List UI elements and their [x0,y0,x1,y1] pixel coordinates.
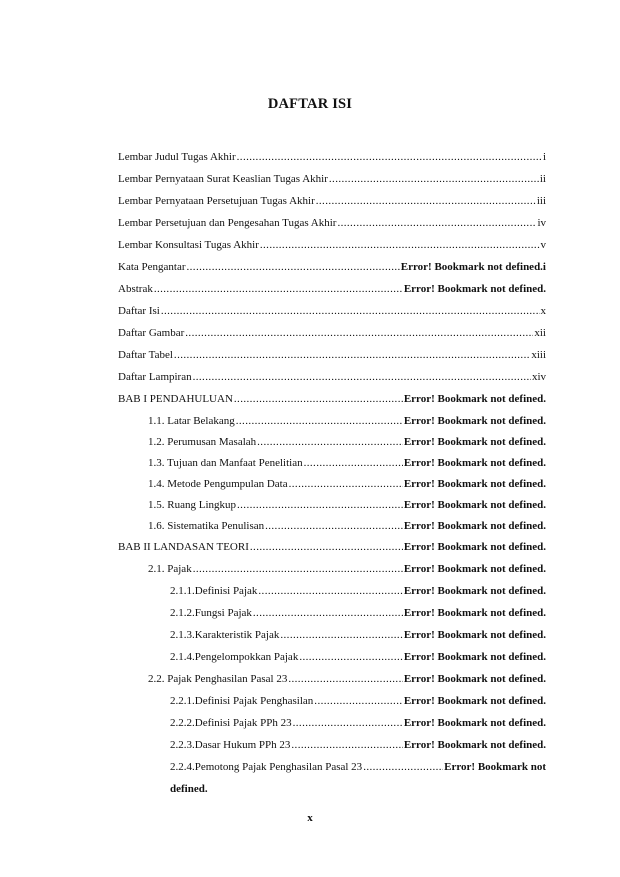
toc-entry-label: 2.2.2.Definisi Pajak PPh 23 [170,717,292,729]
toc-leader-dots [193,370,531,384]
toc-leader-dots [253,606,403,620]
toc-leader-dots [265,519,403,533]
toc-entry[interactable] [170,650,546,664]
toc-entry-label: BAB II LANDASAN TEORI [118,541,249,553]
toc-leader-dots [260,238,540,252]
toc-entry-label: 1.1. Latar Belakang [148,415,235,427]
toc-entry-page: iv [537,217,546,229]
toc-leader-dots [316,194,536,208]
toc-entry-page: Error! Bookmark not defined. [403,629,546,641]
toc-entry-label: 1.2. Perumusan Masalah [148,436,257,448]
page-title: DAFTAR ISI [267,96,353,112]
toc-leader-dots [257,435,403,449]
toc-leader-dots [237,150,542,164]
toc-leader-dots [293,716,403,730]
toc-entry-page: Error! Bookmark not defined. [403,520,546,532]
toc-leader-dots [187,260,400,274]
toc-entry-page: x [540,305,546,317]
toc-entry-label: Lembar Konsultasi Tugas Akhir [118,239,259,251]
toc-entry[interactable] [118,194,546,208]
toc-entry-label: 2.2.1.Definisi Pajak Penghasilan [170,695,314,707]
toc-entry-page: Error! Bookmark not defined. [403,673,546,685]
toc-entry-label: Lembar Pernyataan Surat Keaslian Tugas Akhir [118,173,328,185]
toc-leader-dots [258,584,402,598]
toc-leader-dots [304,456,403,470]
toc-entry-label: 2.1.4.Pengelompokkan Pajak [170,651,299,663]
toc-entry-page: v [540,239,546,251]
toc-entry[interactable] [148,456,546,470]
toc-leader-dots [236,414,403,428]
toc-leader-dots [337,216,536,230]
toc-entry[interactable] [118,260,546,274]
toc-leader-dots [250,540,403,554]
toc-entry-label: 2.1.3.Karakteristik Pajak [170,629,280,641]
toc-entry-page: Error! Bookmark not defined. [403,739,546,751]
toc-leader-dots [291,738,402,752]
toc-entry[interactable] [118,392,546,406]
toc-entry-label: Kata Pengantar [118,261,186,273]
toc-entry-page: i [542,151,546,163]
toc-entry-page: Error! Bookmark not defined. [403,393,546,405]
toc-entry[interactable] [118,282,546,296]
toc-entry[interactable] [118,304,546,318]
toc-entry[interactable] [118,370,546,384]
toc-entry-page: Error! Bookmark not defined. [403,436,546,448]
toc-entry[interactable] [148,562,546,576]
toc-entry[interactable] [148,414,546,428]
toc-entry-label: Daftar Lampiran [118,371,192,383]
toc-leader-dots [234,392,403,406]
toc-entry-page: Error! Bookmark not defined. [403,607,546,619]
toc-leader-dots [185,326,533,340]
toc-leader-dots [289,477,403,491]
toc-leader-dots [280,628,402,642]
toc-entry[interactable] [118,172,546,186]
toc-entry-page: ii [539,173,546,185]
toc-entry-page: Error! Bookmark not defined. [403,563,546,575]
toc-entry[interactable] [170,694,546,708]
toc-entry-label: 2.1. Pajak [148,563,192,575]
toc-entry-label: Lembar Pernyataan Persetujuan Tugas Akhir [118,195,315,207]
toc-entry-wrap: defined. [170,783,208,795]
toc-leader-dots [314,694,403,708]
toc-entry[interactable] [118,150,546,164]
toc-leader-dots [288,672,402,686]
toc-entry-label: Abstrak [118,283,153,295]
toc-entry-label: 2.2.3.Dasar Hukum PPh 23 [170,739,291,751]
toc-entry[interactable] [148,519,546,533]
toc-entry-page: Error! Bookmark not defined. [403,541,546,553]
toc-entry-page: xii [534,327,546,339]
toc-entry-label: 2.2. Pajak Penghasilan Pasal 23 [148,673,288,685]
toc-entry-page: iii [536,195,546,207]
toc-entry-label: Lembar Persetujuan dan Pengesahan Tugas Akhir [118,217,337,229]
toc-leader-dots [161,304,540,318]
toc-entry[interactable] [148,672,546,686]
toc-entry-label: Lembar Judul Tugas Akhir [118,151,236,163]
toc-entry[interactable] [148,435,546,449]
toc-entry-label: 1.6. Sistematika Penulisan [148,520,265,532]
toc-entry[interactable] [170,606,546,620]
toc-entry-page: Error! Bookmark not defined. [403,499,546,511]
toc-entry-page: Error! Bookmark not defined. [403,457,546,469]
toc-entry-page: Error! Bookmark not defined. [403,651,546,663]
toc-leader-dots [154,282,403,296]
toc-entry[interactable] [118,238,546,252]
toc-entry-label: 2.2.4.Pemotong Pajak Penghasilan Pasal 23 [170,761,363,773]
toc-leader-dots [363,760,443,774]
toc-leader-dots [193,562,403,576]
toc-entry[interactable] [118,348,546,362]
toc-entry[interactable] [118,540,546,554]
toc-entry[interactable] [148,498,546,512]
toc-entry[interactable] [118,216,546,230]
toc-entry[interactable] [170,760,546,774]
toc-entry-label: Daftar Gambar [118,327,185,339]
toc-entry-page: Error! Bookmark not defined. [403,415,546,427]
toc-entry-label: 2.1.2.Fungsi Pajak [170,607,252,619]
toc-entry-page: xiv [531,371,546,383]
toc-entry[interactable] [118,326,546,340]
toc-leader-dots [329,172,539,186]
toc-entry-label: 2.1.1.Definisi Pajak [170,585,258,597]
toc-entry-page: Error! Bookmark not defined. [403,478,546,490]
toc-entry[interactable] [170,716,546,730]
toc-entry-page: xiii [531,349,546,361]
toc-entry-label: BAB I PENDAHULUAN [118,393,233,405]
toc-entry[interactable] [170,628,546,642]
toc-entry-label: Daftar Tabel [118,349,173,361]
toc-entry[interactable] [170,738,546,752]
toc-leader-dots [237,498,403,512]
toc-entry[interactable] [148,477,546,491]
toc-leader-dots [174,348,530,362]
toc-entry-page: Error! Bookmark not defined. [403,585,546,597]
toc-entry-page: Error! Bookmark not defined. [403,283,546,295]
toc-entry[interactable] [170,584,546,598]
toc-entry-page: Error! Bookmark not defined. [403,717,546,729]
toc-entry-label: 1.3. Tujuan dan Manfaat Penelitian [148,457,303,469]
page-number: x [307,812,313,824]
toc-entry-page: Error! Bookmark not defined. [403,695,546,707]
toc-entry-page: Error! Bookmark not [444,761,546,773]
toc-entry-label: 1.5. Ruang Lingkup [148,499,236,511]
toc-entry-label: Daftar Isi [118,305,160,317]
toc-entry-page: Error! Bookmark not defined.i [400,261,546,273]
toc-leader-dots [299,650,402,664]
toc-entry-label: 1.4. Metode Pengumpulan Data [148,478,288,490]
